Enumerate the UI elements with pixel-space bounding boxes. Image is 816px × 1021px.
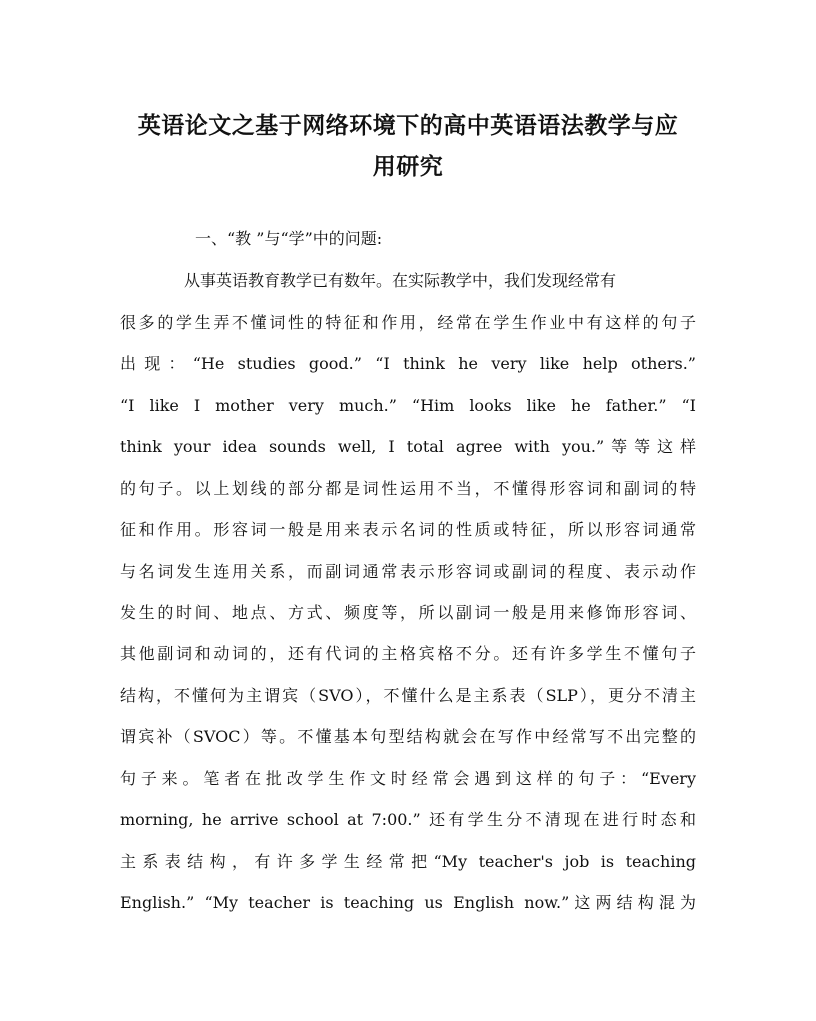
paragraph-line-3: 出现：“He studies good.” “I think he very like help others.” <box>120 354 696 373</box>
paragraph-line-9: 发生的时间、地点、方式、频度等，所以副词一般是用来修饰形容词、 <box>120 603 696 622</box>
paragraph-line-13: 句子来。笔者在批改学生作文时经常会遇到这样的句子：“Every <box>120 769 696 788</box>
paragraph-line-10: 其他副词和动词的，还有代词的主格宾格不分。还有许多学生不懂句子 <box>120 644 696 663</box>
paragraph-line-14: morning, he arrive school at 7:00.” 还有学生分不清现在进行时态和 <box>120 810 696 829</box>
paragraph-line-2: 很多的学生弄不懂词性的特征和作用，经常在学生作业中有这样的句子 <box>120 313 696 332</box>
paragraph-line-15: 主系表结构，有许多学生经常把“My teacher's job is teaching <box>120 852 696 871</box>
paragraph-line-7: 征和作用。形容词一般是用来表示名词的性质或特征，所以形容词通常 <box>120 520 696 539</box>
document-title-line-2: 用研究 <box>372 153 444 180</box>
paragraph-line-12: 谓宾补（SVOC）等。不懂基本句型结构就会在写作中经常写不出完整的 <box>120 727 696 746</box>
paragraph-line-11: 结构，不懂何为主谓宾（SVO），不懂什么是主系表（SLP），更分不清主 <box>120 686 696 705</box>
paragraph-line-1: 从事英语教育教学已有数年。在实际教学中，我们发现经常有 <box>184 271 617 290</box>
paragraph-line-6: 的句子。以上划线的部分都是词性运用不当，不懂得形容词和副词的特 <box>120 479 696 498</box>
paragraph-line-16: English.” “My teacher is teaching us English now.”这两结构混为 <box>120 893 696 912</box>
document-title-line-1: 英语论文之基于网络环境下的高中英语语法教学与应 <box>137 112 679 139</box>
paragraph-line-4: “I like I mother very much.” “Him looks like he father.” “I <box>120 396 696 415</box>
paragraph-line-8: 与名词发生连用关系，而副词通常表示形容词或副词的程度、表示动作 <box>120 562 696 581</box>
section-heading: 一、“教 ”与“学”中的问题: <box>195 229 383 248</box>
paragraph-line-5: think your idea sounds well, I total agree with you.”等等这样 <box>120 437 696 456</box>
